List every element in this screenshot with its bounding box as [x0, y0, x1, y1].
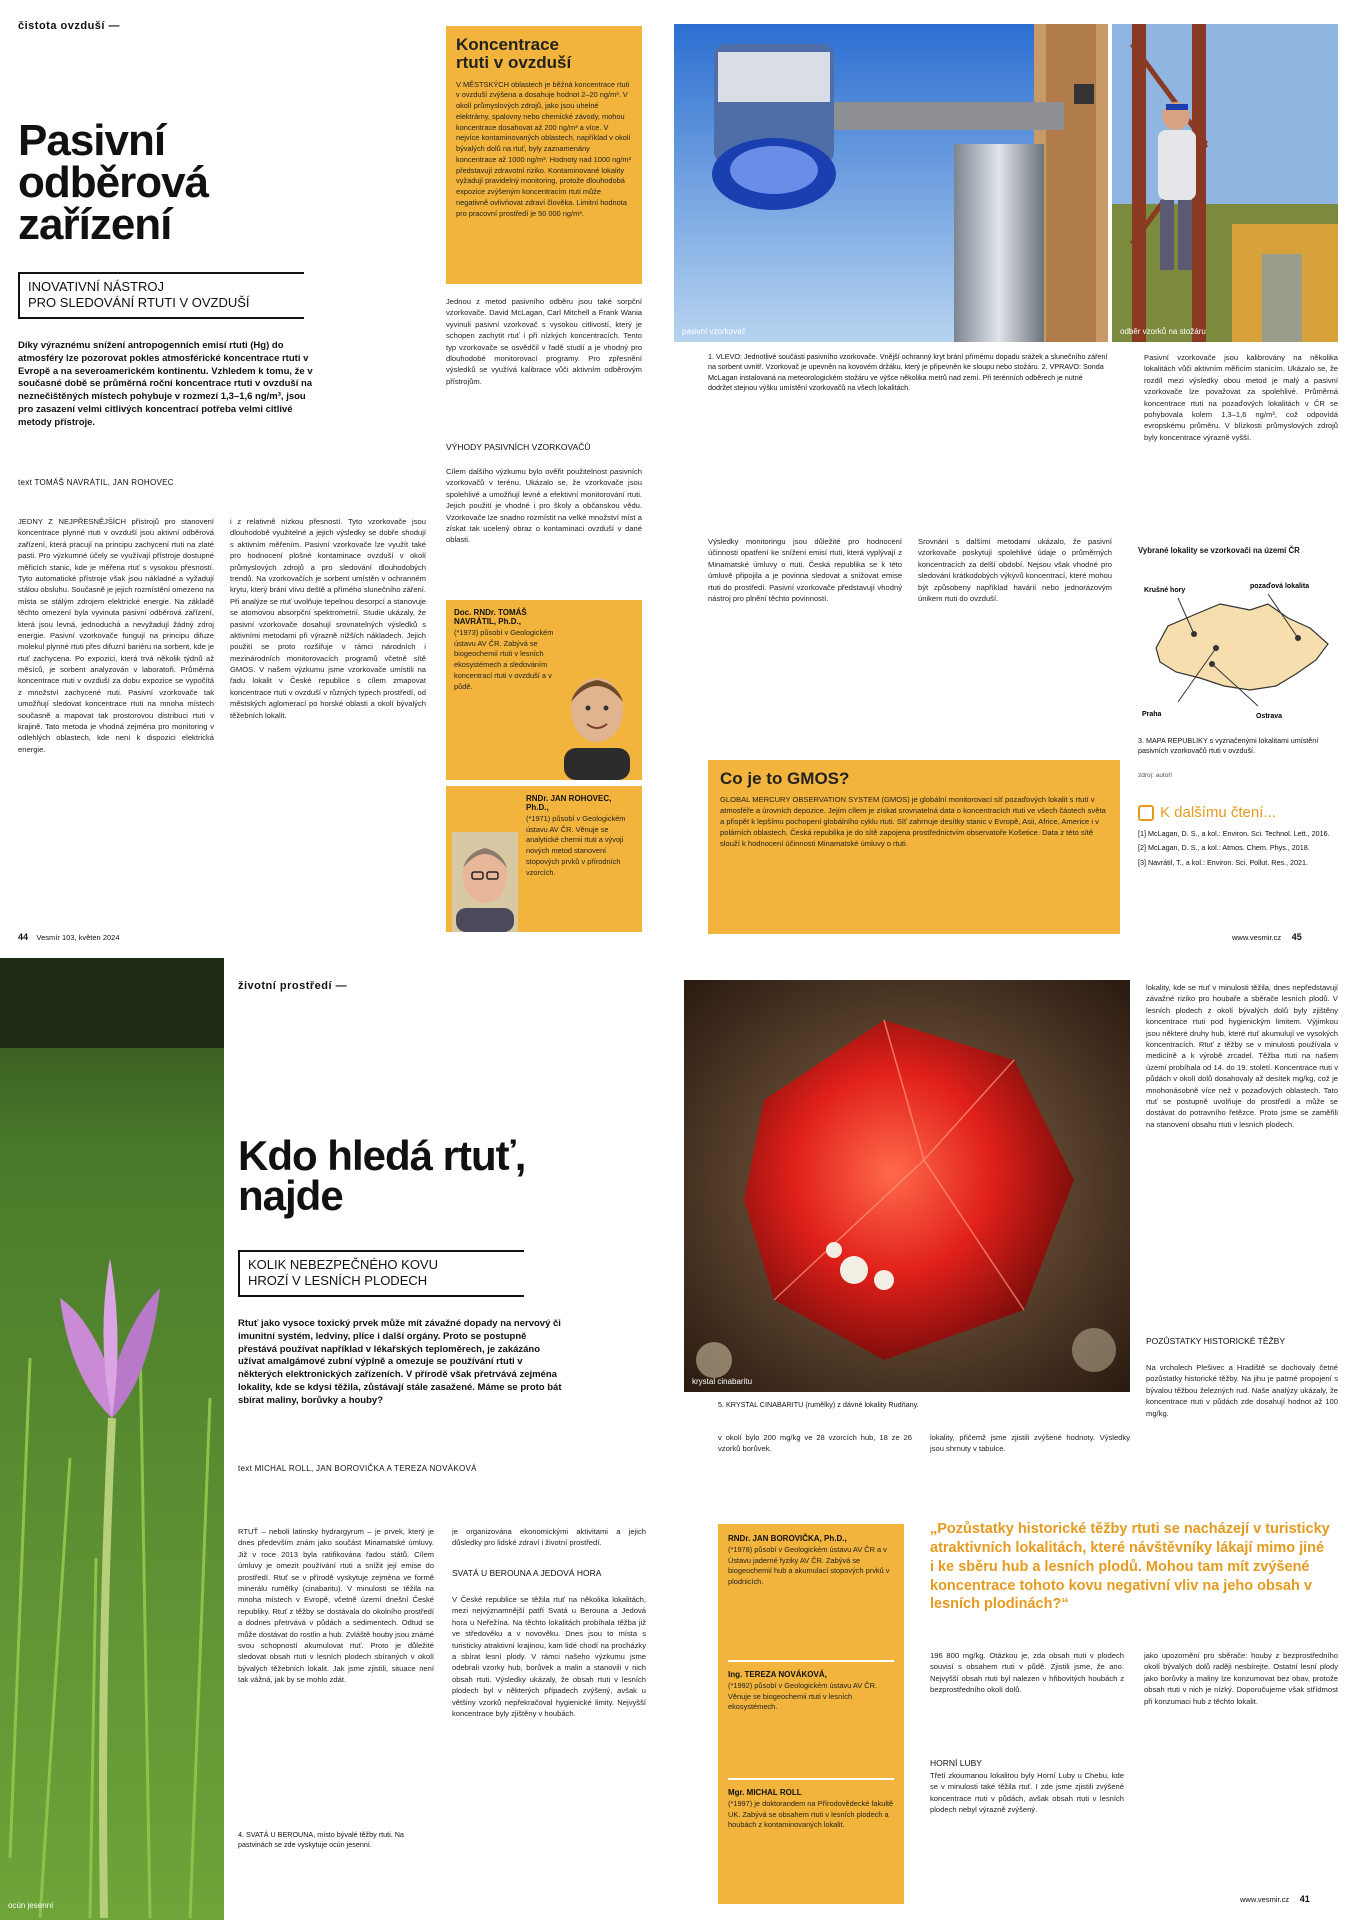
author-bio: (*1971) působí v Geologickém ústavu AV ČR. Věnuje se analytické chemii rtuti a vývoji nových metod stanovení stopových prvků v přírodních vzorcích.	[526, 814, 626, 877]
photo-label: odběr vzorků na stožáru	[1120, 327, 1206, 336]
author-boxes-bottom	[718, 1524, 904, 1904]
author-bio: (*1997) je doktorandem na Přírodovědecké fakultě UK. Zabývá se obsahem rtuti v lesních plodech a houbách z kontaminovaných lokalit.	[728, 1799, 894, 1830]
page-number-bottom-right: www.vesmir.cz 41	[1240, 1894, 1310, 1904]
author-box-novakova	[728, 1670, 894, 1770]
map-czech-republic	[1138, 574, 1338, 724]
article-title-bottom: Kdo hledá rtuť, najde	[238, 1132, 526, 1219]
body-right-col2: Srovnání s dalšími metodami ukázalo, že pasivní vzorkovače poskytují spolehlivé údaje o průměrných koncentracích za delší období. Nejsou však vhodné pro sledování krátkodobých výkyvů koncentrací, které mohou být způsobeny například havárií nebo jednorázovým únikem rtuti do ovzduší.	[918, 537, 1112, 603]
map-label: Ostrava	[1256, 713, 1283, 720]
body-text-top-col2: i z relativně nízkou přesností. Tyto vzorkovače jsou dlouhodobě využitelné a jejich výsledky se dobře shodují s aktivním měřením. Pasivní vzorkovače lze využít také pro hodnocení plošné kontaminace ovzduší v okolí průmyslových zdrojů a pro sledování dlouhodobých trendů. Na vzorkovačích je sorbent umístěn v ochranném krytu, který brání vlivu deště a přímého slunečního záření. Při analýze se rtuť uvolňuje tepelnou desorpcí a stanovuje se atomovou absorpční spektrometrií. Studie ukázaly, že pasivní vzorkovače dosahují srovnatelných výsledků s aktivními metodami při výrazně nižších nákladech. Jejich použití se proto rozšiřuje v rámci národních i mezinárodních monitorovacích programů včetně sítě GMOS. V našem výzkumu jsme vzorkovače umístili na řadu lokalit v České republice s cílem zmapovat koncentrace rtuti v ovzduší v různých typech prostředí, od městských aglomerací po horské oblasti a okolí bývalých těžebních lokalit.	[230, 517, 426, 720]
article-lede-bottom: Rtuť jako vysoce toxický prvek může mít závažné dopady na nervový či imunitní systém, ledviny, plíce i další orgány. Proto se postupně přestává používat například v lékařských teploměrech, je zakázáno užívat amalgámové zubní výplně a omezuje se používání rtuti v některých elektronických zařízeních. V přírodě však přetrvává zejména lokality, kde se kdysi těžila, zůstávají stále zasažené. Máme se proto bát sbírat maliny, borůvky a houby?	[238, 1318, 562, 1406]
body-bottom-right-col3c: jako upozornění pro sběrače: houby z bezprostředního okolí bývalých dolů raději nesbírejte. Ostatní lesní plody jako borůvky a maliny lze konzumovat bez obav, protože obsah rtuti v nich je nízký. Doporučujeme však střídmost při konzumaci hub z těchto lokalit.	[1144, 1651, 1338, 1706]
author-name: Doc. RNDr. TOMÁŠ NAVRÁTIL, Ph.D.,	[454, 608, 527, 626]
page-number-left: 44 Vesmír 103, květen 2024	[18, 932, 120, 942]
body-bottom-right-col1-top: v okolí bylo 200 mg/kg ve 28 vzorcích hub, 18 ze 26 vzorků borůvek.	[718, 1433, 912, 1454]
photo-label: krystal cinabaritu	[692, 1377, 753, 1386]
photo-crocus-flower	[0, 958, 224, 1920]
author-bio: (*1973) působí v Geologickém ústavu AV ČR. Zabývá se biogeochemií rtuti v lesních ekosystémech a sledováním koncentrací rtuti v ovzduší a v půdě.	[454, 628, 554, 691]
section-heading-pozustatky: POZŮSTATKY HISTORICKÉ TĚŽBY	[1146, 1336, 1286, 1346]
author-bio: (*1978) působí v Geologickém ústavu AV ČR a v Ústavu jaderné fyziky AV ČR. Zabývá se biogeochemií hub a akumulací stopových prvků v plodnicích.	[728, 1545, 890, 1587]
mid-body-text: Jednou z metod pasivního odběru jsou také sorpční vzorkovače. David McLagan, Carl Mitchell a Frank Wania vyvinuli pasivní vzorkovač s vysokou citlivostí, který je schopen zachytit rtuť i při nízkých koncentracích. Tento typ vzorkovače se osvědčil v řadě studií a je vhodný pro dlouhodobé monitorovací programy. Pro zpřesnění výsledků se využívá kalibrace vůči aktivním odběrovým přístrojům.	[446, 297, 642, 386]
map-credit: zdroj: autoři	[1138, 772, 1172, 779]
map-label: pozaďová lokalita	[1250, 583, 1310, 590]
byline-bottom: text MICHAL ROLL, JAN BOROVIČKA A TEREZA NOVÁKOVÁ	[238, 1464, 477, 1473]
caption-photos-1-2: 1. VLEVO: Jednotlivé součásti pasivního vzorkovače. Vnější ochranný kryt brání přímému dopadu srážek a slunečního záření na sorbent uvnitř. Vzorkovač je upevněn na kovovém držáku, který je připevněn ke sloupu nebo stožáru. 2. VPRAVO: Sonda McLagan instalovaná na meteorologickém stožáru ve výšce několika metrů nad zemí. Při terénních odběrech je nutné dodržet stejnou výšku umístění vzorkovačů na všech lokalitách.	[708, 352, 1108, 393]
sidebar-text: V MĚSTSKÝCH oblastech je běžná koncentrace rtuti v ovzduší zvýšena a dosahuje hodnot 2–20 ng/m³. V okolí průmyslových zdrojů, jako jsou uhelné elektrárny, spalovny nebo chemické závody, mohou koncentrace dosahovat až 200 ng/m³ a více. V nejvíce kontaminovaných oblastech, například v okolí bývalých dolů na rtuť, byly zaznamenány koncentrace až 1000 ng/m³. Hodnoty nad 1000 ng/m³ představují zdravotní riziko. Kontaminované lokality vyžadují pravidelný monitoring, protože dlouhodobá expozice zvýšeným koncentracím rtuti může negativně ovlivňovat zdraví člověka. Limitní hodnota pro pracovní prostředí je 50 000 ng/m³.	[456, 79, 632, 218]
byline-top: text TOMÁŠ NAVRÁTIL, JAN ROHOVEC	[18, 478, 174, 487]
further-reading	[1138, 804, 1338, 868]
photo-cinnabar-crystal	[684, 980, 1130, 1392]
mid-body-text-2: Cílem dalšího výzkumu bylo ověřit použitelnost pasivních vzorkovačů v terénu. Ukázalo se, že vzorkovače jsou spolehlivé a umožňují levné a efektivní monitorování rtuti. Jejich použití je vhodné i pro školy a občanskou vědu. Vzorkovače lze snadno rozmístit na velké množství míst a získat tak ucelený obraz o kontaminaci ovzduší v dané oblasti.	[446, 467, 642, 545]
body-bottom-right-col3a: lokality, kde se rtuť v minulosti těžila, dnes nepředstavují závažné riziko pro houbaře a sběrače lesních plodů. V lesních plodech z okolí bývalých dolů byly zjištěny koncentrace rtuti pod hygienickým limitem. Výjimkou jsou některé druhy hub, které rtuť akumulují ve vysokých koncentracích. Rtuť z těžby se v minulosti používala v medicíně a k výrobě zrcadel. Těžba rtuti na našem území probíhala od 14. do 19. století. Koncentrace rtuti v půdách v okolí dolů dosahovaly až desítek mg/kg, což je mnohonásobně více než v pozaďových oblastech. Tato rtuť se postupně uvolňuje do prostředí a může se dostávat do potravního řetězce. Proto jsme se zaměřili na stanovení obsahu rtuti v lesních plodech.	[1146, 983, 1338, 1129]
further-reading-title: K dalšímu čtení...	[1160, 804, 1276, 821]
reference-item: [3] Navrátil, T., a kol.: Environ. Sci. Pollut. Res., 2021.	[1138, 857, 1309, 867]
article-subtitle-top: INOVATIVNÍ NÁSTROJ PRO SLEDOVÁNÍ RTUTI V OVZDUŠÍ	[18, 272, 304, 319]
sidebar-box-koncentrace	[446, 26, 642, 284]
caption-photo-5: 5. KRYSTAL CINABARITU (rumělky) z dávné lokality Rudňany.	[718, 1400, 919, 1409]
caption-photo-4: 4. SVATÁ U BEROUNA, místo bývalé těžby rtuti. Na pastvinách se zde vyskytuje ocún jesenní.	[238, 1830, 404, 1850]
photo-passive-sampler	[674, 24, 1108, 342]
body-bottom-right-col2a: 196 800 mg/kg. Otázkou je, zda obsah rtuti v plodech souvisí s obsahem rtuti v půdě. Zjistili jsme, že ano. Nejvyšší obsah rtuti byl nalezen v hřibovitých houbách z bezprostředního okolí dolů.	[930, 1651, 1124, 1695]
section-heading-vyhody: VÝHODY PASIVNÍCH VZORKOVAČŮ	[446, 442, 591, 452]
body-text-top-col1: JEDNY Z NEJPŘESNĚJŠÍCH přístrojů pro stanovení koncentrace plynné rtuti v ovzduší jsou aktivní odběrová zařízení, která pracují na principu zachycení rtuti na zlaté pasti. Pro výzkumné účely se využívají přístroje dostupné měřicích stanic, kde je měřena rtuť s vysokou přesností. Tyto automatické přístroje však jsou nákladné a vyžadují stálou obsluhu. Současně je jejich rozmístění omezeno na místa se stálým zdrojem elektrické energie. Na základě těchto omezení byla vyvinuta pasivní odběrová zařízení, která jsou levná, jednoduchá a nevyžadují žádný zdroj energie. Pasivní vzorkovače fungují na principu difuze molekul plynné rtuti přes difuzní bariéru na sorbent, kde je rtuť zachycena. Po expozici, která trvá několik týdnů až měsíců, je sorbent analyzován v laboratoři. Průměrná koncentrace rtuti v ovzduší za dobu expozice se vypočítá z množství zachycené rtuti. Pasivní vzorkovače tak umožňují sledovat koncentrace rtuti na mnoha místech současně a mapovat tak prostorovou distribuci rtuti v krajině. Tato metoda je vhodná zejména pro monitoring v odlehlých oblastech, kde není k dispozici elektrická energie.	[18, 517, 214, 754]
map-label: Praha	[1142, 711, 1162, 718]
reference-item: [2] McLagan, D. S., a kol.: Atmos. Chem. Phys., 2018.	[1138, 843, 1310, 853]
author-box-rohovec	[446, 786, 642, 932]
body-right-col3-top: Pasivní vzorkovače jsou kalibrovány na několika lokalitách vůči aktivním měřicím stanicím. Ukázalo se, že rozdíl mezi výsledky obou metod je malý a pasivní vzorkovače lze považovat za spolehlivé. Průměrná koncentrace rtuti na pozaďových lokalitách v ČR se pohybovala kolem 1,3–1,6 ng/m³, což odpovídá evropskému průměru. V blízkosti průmyslových zdrojů byly koncentrace výrazně vyšší.	[1144, 353, 1338, 442]
body-right-col1: Výsledky monitoringu jsou důležité pro hodnocení účinnosti opatření ke snížení emisí rtuti, která vyplývají z Minamatské úmluvy o rtuti. Česká republika se k této úmluvě připojila a je povinna sledovat a snižovat emise rtuti do prostředí. Pasivní vzorkovače představují vhodný nástroj pro plnění těchto povinností.	[708, 537, 902, 603]
author-bio: (*1992) působí v Geologickém ústavu AV ČR. Věnuje se biogeochemii rtuti v lesních ekosystémech.	[728, 1681, 877, 1712]
section-kicker-bottom: životní prostředí —	[238, 980, 348, 992]
map-heading: Vybrané lokality se vzorkovači na území ČR	[1138, 546, 1300, 555]
map-label: Krušné hory	[1144, 587, 1186, 594]
photo-label: pasivní vzorkovač	[682, 327, 746, 336]
article-subtitle-bottom: KOLIK NEBEZPEČNÉHO KOVU HROZÍ V LESNÍCH PLODECH	[238, 1250, 524, 1297]
photo-tower-sampling	[1112, 24, 1338, 342]
author-photo-rohovec	[452, 832, 518, 932]
body-bottom-right-col2-top: lokality, přičemž jsme zjistili zvýšené hodnoty. Výsledky jsou shrnuty v tabulce.	[930, 1433, 1130, 1454]
author-photo-navratil	[556, 662, 638, 780]
author-name: RNDr. JAN BOROVIČKA, Ph.D.,	[728, 1534, 847, 1543]
gmos-text: GLOBAL MERCURY OBSERVATION SYSTEM (GMOS) je globální monitorovací síť pozaďových lokalit s rtutí v atmosféře a úrovních depozice. Jejím cílem je získat srovnatelná data o koncentracích rtuti ve všech částech světa a přispět k lepšímu pochopení globálního cyklu rtuti. Síť zahrnuje desítky stanic v Evropě, Asii, Africe, Americe i v polárních oblastech. Česká republika je do sítě zapojena prostřednictvím observatoře Košetice. Data z této sítě slouží k hodnocení účinnosti Minamatské úmluvy o rtuti.	[720, 794, 1106, 848]
author-name: RNDr. JAN ROHOVEC, Ph.D.,	[526, 794, 612, 812]
map-caption: 3. MAPA REPUBLIKY s vyznačenými lokalitami umístění pasivních vzorkovačů rtuti v ovzduší.	[1138, 736, 1319, 756]
section-heading-svata: SVATÁ U BEROUNA A JEDOVÁ HORA	[452, 1568, 602, 1578]
book-icon	[1138, 805, 1154, 821]
article-lede-top: Díky výraznému snížení antropogenních emisí rtuti (Hg) do atmosféry lze pozorovat pokles atmosférické koncentrace rtuti v Evropě a na severoamerickém kontinentu. Vzhledem k tomu, že v současné době se průměrná roční koncentrace rtuti v ovzduší na neznečištěných místech pohybuje v rozmezí 1,3–1,6 ng/m³, jsou pro zasazení velmi citlivých koncentrací potřeba velmi citlivé metody přístroje.	[18, 340, 313, 428]
author-name: Mgr. MICHAL ROLL	[728, 1788, 802, 1797]
article-title-top: Pasivní odběrová zařízení	[18, 116, 209, 249]
sidebar-title: Koncentrace rtuti v ovzduší	[456, 35, 572, 72]
body-bottom-right-col2b: Třetí zkoumanou lokalitou byly Horní Luby u Chebu, kde se v minulosti také těžila rtuť. I zde jsme zjistili zvýšené koncentrace rtuti v půdách, avšak obsah rtuti v lesních plodech nebyl výrazně zvýšený.	[930, 1771, 1124, 1815]
body-bottom-right-col3b: Na vrcholech Plešivec a Hradiště se dochovaly četné pozůstatky historické těžby. Na jihu je patrné propojení s bývalou těžbou železných rud. Naše analýzy ukázaly, že koncentrace rtuti v půdách zde dosahují hodnot až 100 mg/kg.	[1146, 1363, 1338, 1418]
author-box-roll	[728, 1788, 894, 1898]
body-text-bottom-col2a: je organizována ekonomickými aktivitami a jejich důsledky pro lidské zdraví i životní prostředí.	[452, 1527, 646, 1548]
pull-quote: „Pozůstatky historické těžby rtuti se nacházejí v turisticky atraktivních lokalitách, které návštěvníky lákají mimo jiné i ke sběru hub a lesních plodů. Mohou tam mít zvýšené koncentrace tohoto kovu negativní vliv na jeho obsah v lesních plodinách?“	[930, 1521, 1330, 1613]
section-kicker-top: čistota ovzduší —	[18, 20, 121, 32]
page-number-right: www.vesmir.cz 45	[1232, 932, 1302, 942]
author-name: Ing. TEREZA NOVÁKOVÁ,	[728, 1670, 827, 1679]
reference-item: [1] McLagan, D. S., a kol.: Environ. Sci. Technol. Lett., 2016.	[1138, 829, 1330, 838]
body-text-bottom-col1: RTUŤ – neboli latinsky hydrargyrum – je prvek, který je dnes především znám jako součást Minamatské úmluvy. Již v roce 2013 byla ratifikována řadou států. Cílem úmluvy je omezit používání rtuti a snížit její emise do prostředí. Rtuť se v přírodě vyskytuje zejména ve formě minerálu rumělky (cinabaritu). V minulosti se těžila na mnoha místech v Evropě, včetně území dnešní České republiky. Rtuť z těžby se dostávala do okolního prostředí a dodnes přetrvává v půdách a sedimentech. Odtud se může dostávat do rostlin a hub. Zvláště houby jsou známé svou schopností akumulovat rtuť. Proto je důležité sledovat obsah rtuti v lesních plodech sbíraných v okolí bývalých těžebních lokalit. Jak jsme zjistili, situace není tak vážná, jak by se mohlo zdát.	[238, 1527, 434, 1685]
sidebar-box-gmos	[708, 760, 1120, 934]
photo-label: ocún jesenní	[8, 1901, 54, 1910]
author-box-borovicka	[728, 1534, 894, 1652]
author-box-navratil	[446, 600, 642, 780]
section-heading-horni-luby: HORNÍ LUBY	[930, 1758, 982, 1768]
body-text-bottom-col2b: V České republice se těžila rtuť na několika lokalitách, mezi nejvýznamnější patří Svatá u Berouna a Jedová hora u Neřežína. Na těchto lokalitách probíhala těžba již ve středověku a v novověku. Dnes jsou to místa s turisticky atraktivní krajinou, kam lidé chodí na procházky a sbírat lesní plody. V rámci našeho výzkumu jsme odebrali vzorky hub, borůvek a malin a stanovili v nich obsah rtuti. Výsledky ukázaly, že obsah rtuti v lesních plodech byl v některých případech zvýšený, avšak u většiny vzorků nepřekračoval hygienické limity. Nejvyšší koncentrace byly zjištěny v houbách.	[452, 1595, 646, 1718]
gmos-title: Co je to GMOS?	[720, 769, 850, 788]
